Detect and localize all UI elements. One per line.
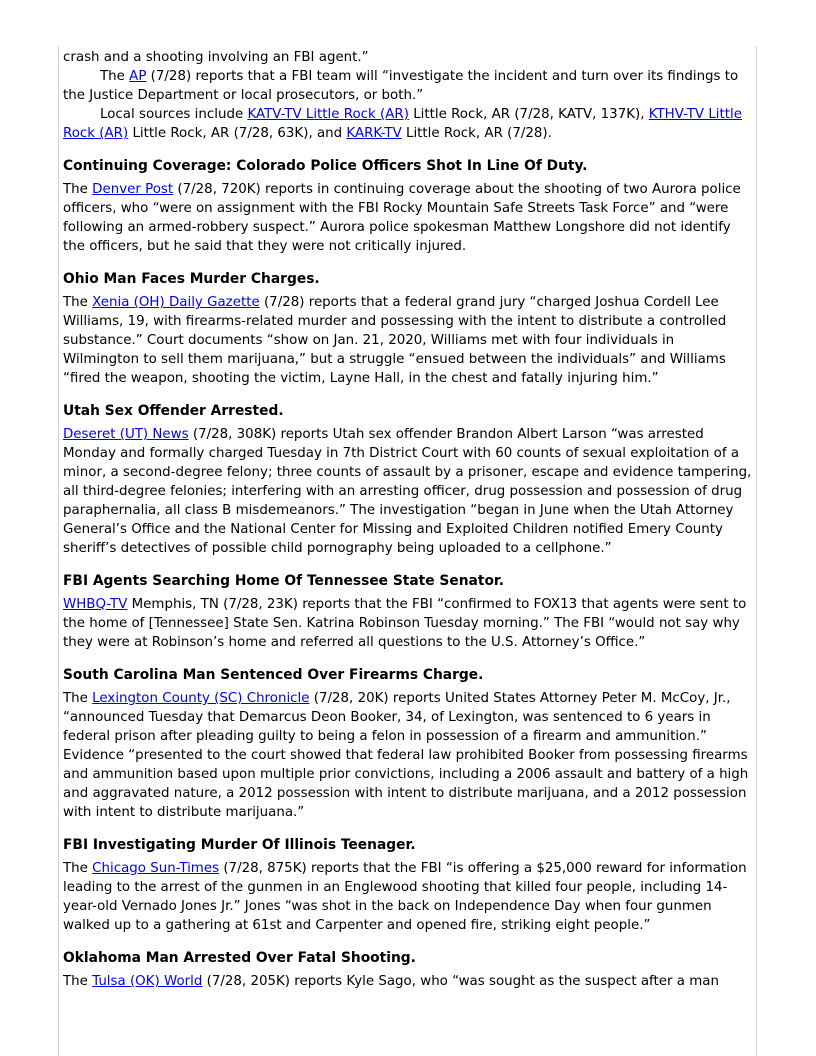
news-content [63, 48, 753, 991]
text-span: Little Rock, AR (7/28). [401, 126, 552, 141]
article-illinois [63, 836, 753, 935]
left-border-rule [58, 46, 59, 1056]
text-span: Memphis, TN (7/28, 23K) reports that the FBI “confirmed to FOX13 that agents were sent to the home of [Tennessee] State Sen. Katrina Robinson Tuesday morning.” The FBI “would not say why they were at Robinson’s home and referred all questions to the U.S. Attorney’s Office.” [63, 597, 747, 650]
article-headline: Ohio Man Faces Murder Charges. [63, 271, 320, 287]
right-border-rule [756, 46, 757, 1056]
article-body [63, 293, 753, 388]
article-tennessee [63, 572, 753, 652]
text-span: (7/28, 875K) reports that the FBI “is offering a $25,000 reward for information leading to the arrest of the gunmen in an Englewood shooting that killed four people, including 14-year-old Vernado Jones Jr.” Jones “was shot in the back on Independence Day when four gunmen walked up to a gathering at 61st and Carpenter and opened fire, striking eight people.” [63, 861, 747, 933]
text-span: Local sources include [100, 107, 248, 122]
article-body [63, 595, 753, 652]
article-headline: Utah Sex Offender Arrested. [63, 403, 284, 419]
source-link[interactable]: WHBQ-TV [63, 597, 128, 612]
source-link[interactable]: Tulsa (OK) World [92, 974, 203, 989]
source-link[interactable]: Denver Post [92, 182, 174, 197]
text-span: The [100, 69, 130, 84]
text-span: The [63, 691, 93, 706]
intro-paragraph-1: crash and a shooting involving an FBI agent.” [63, 50, 369, 65]
article-utah [63, 402, 753, 558]
article-headline: Oklahoma Man Arrested Over Fatal Shooting. [63, 950, 416, 966]
source-link-kthv[interactable]: KTHV-TV Little Rock (AR) [63, 107, 742, 141]
text-span: (7/28, 308K) reports Utah sex offender Brandon Albert Larson “was arrested Monday and formally charged Tuesday in 7th District Court with 60 counts of sexual exploitation of a minor, a second-degree felony; three counts of assault by a prisoner, escape and evidence tampering, all third-degree felonies; interfering with an arresting officer, drug possession and possession of drug paraphernalia, all class B misdemeanors.” The investigation “began in June when the Utah Attorney General’s Office and the National Center for Missing and Exploited Children notified Emery County sheriff’s detectives of possible child pornography being uploaded to a cellphone.” [63, 427, 752, 556]
article-oklahoma [63, 949, 753, 991]
source-link-ap[interactable]: AP [129, 69, 147, 84]
article-body [63, 972, 753, 991]
article-body [63, 859, 753, 935]
intro-paragraph-3 [63, 105, 753, 143]
text-span: (7/28, 205K) reports Kyle Sago, who “was sought as the suspect after a man [202, 974, 719, 989]
text-span: The [63, 974, 93, 989]
source-link[interactable]: Deseret (UT) News [63, 427, 189, 442]
source-link-katv[interactable]: KATV-TV Little Rock (AR) [247, 107, 409, 122]
article-ohio [63, 270, 753, 388]
intro-paragraph-2 [63, 67, 753, 105]
article-headline: South Carolina Man Sentenced Over Firearms Charge. [63, 667, 484, 683]
source-link[interactable]: Lexington County (SC) Chronicle [92, 691, 310, 706]
source-link[interactable]: Chicago Sun-Times [92, 861, 220, 876]
article-body [63, 689, 753, 822]
article-colorado [63, 157, 753, 256]
text-span: (7/28, 20K) reports United States Attorney Peter M. McCoy, Jr., “announced Tuesday that Demarcus Deon Booker, 34, of Lexington, was sentenced to 6 years in federal prison after pleading guilty to being a felon in possession of a firearm and ammunition.” Evidence “presented to the court showed that federal law prohibited Booker from possessing firearms and ammunition based upon multiple prior convictions, including a 2006 assault and battery of a high and aggravated nature, a 2012 possession with intent to distribute marijuana, and a 2012 possession with intent to distribute marijuana.” [63, 691, 749, 820]
text-span: (7/28, 720K) reports in continuing coverage about the shooting of two Aurora police officers, who “were on assignment with the FBI Rocky Mountain Safe Streets Task Force” and “were following an armed-robbery suspect.” Aurora police spokesman Matthew Longshore did not identify the officers, but he said that they were not critically injured. [63, 182, 741, 254]
text-span: The [63, 182, 93, 197]
article-south-carolina [63, 666, 753, 822]
article-body [63, 425, 753, 558]
text-span: The [63, 861, 93, 876]
article-headline: FBI Agents Searching Home Of Tennessee State Senator. [63, 573, 505, 589]
text-span: Little Rock, AR (7/28, KATV, 137K), [408, 107, 649, 122]
source-link-kark[interactable]: KARK-TV [346, 126, 402, 141]
article-body [63, 180, 753, 256]
text-span: Little Rock, AR (7/28, 63K), and [128, 126, 347, 141]
article-headline: Continuing Coverage: Colorado Police Officers Shot In Line Of Duty. [63, 158, 588, 174]
text-span: (7/28) reports that a federal grand jury “charged Joshua Cordell Lee Williams, 19, with firearms-related murder and possessing with the intent to distribute a controlled substance.” Court documents “show on Jan. 21, 2020, Williams met with four individuals in Wilmington to sell them marijuana,” but a struggle “ensued between the individuals” and Williams “fired the weapon, shooting the victim, Layne Hall, in the chest and fatally injuring him.” [63, 295, 727, 386]
text-span: (7/28) reports that a FBI team will “investigate the incident and turn over its findings to the Justice Department or local prosecutors, or both.” [63, 69, 739, 103]
text-span: The [63, 295, 93, 310]
article-headline: FBI Investigating Murder Of Illinois Teenager. [63, 837, 416, 853]
source-link[interactable]: Xenia (OH) Daily Gazette [92, 295, 260, 310]
